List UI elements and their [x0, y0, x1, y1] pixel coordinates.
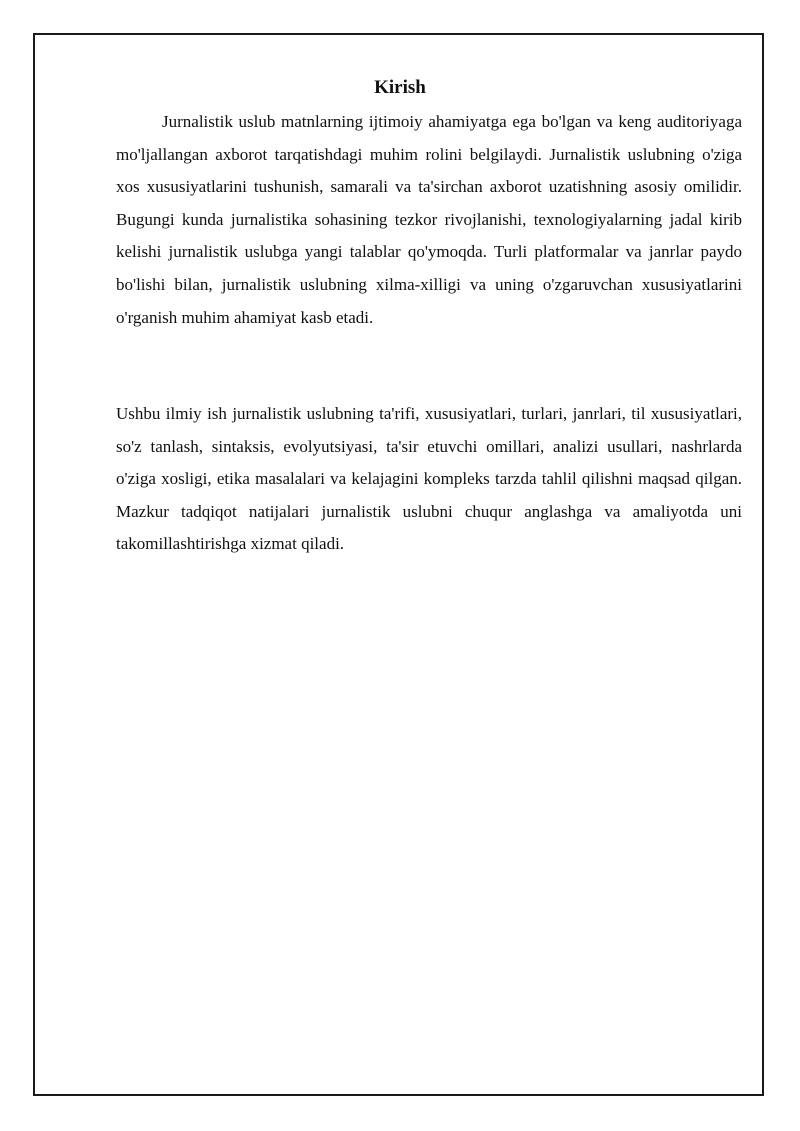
page-heading: Kirish	[374, 77, 426, 98]
intro-paragraph: Jurnalistik uslub matnlarning ijtimoiy ahamiyatga ega bo'lgan va keng auditoriyaga mo'ljallangan axborot tarqatishdagi muhim rolini belgilaydi. Jurnalistik uslubning o'ziga xos xususiyatlarini tushunish, samarali va ta'sirchan axborot uzatishning asosiy omilidir. Bugungi kunda jurnalistika sohasining tezkor rivojlanishi, texnologiyalarning jadal kirib kelishi jurnalistik uslubga yangi talablar qo'ymoqda. Turli platformalar va janrlar paydo bo'lishi bilan, jurnalistik uslubning xilma-xilligi va uning o'zgaruvchan xususiyatlarini o'rganish muhim ahamiyat kasb etadi.	[116, 112, 742, 327]
aim-paragraph: Ushbu ilmiy ish jurnalistik uslubning ta'rifi, xususiyatlari, turlari, janrlari, til xususiyatlari, so'z tanlash, sintaksis, evolyutsiyasi, ta'sir etuvchi omillari, analizi usullari, nashrlarda o'ziga xosligi, etika masalalari va kelajagini kompleks tarzda tahlil qilishni maqsad qilgan. Mazkur tadqiqot natijalari jurnalistik uslubni chuqur anglashga va amaliyotda uni takomillashtirishga xizmat qiladi.	[116, 404, 742, 554]
